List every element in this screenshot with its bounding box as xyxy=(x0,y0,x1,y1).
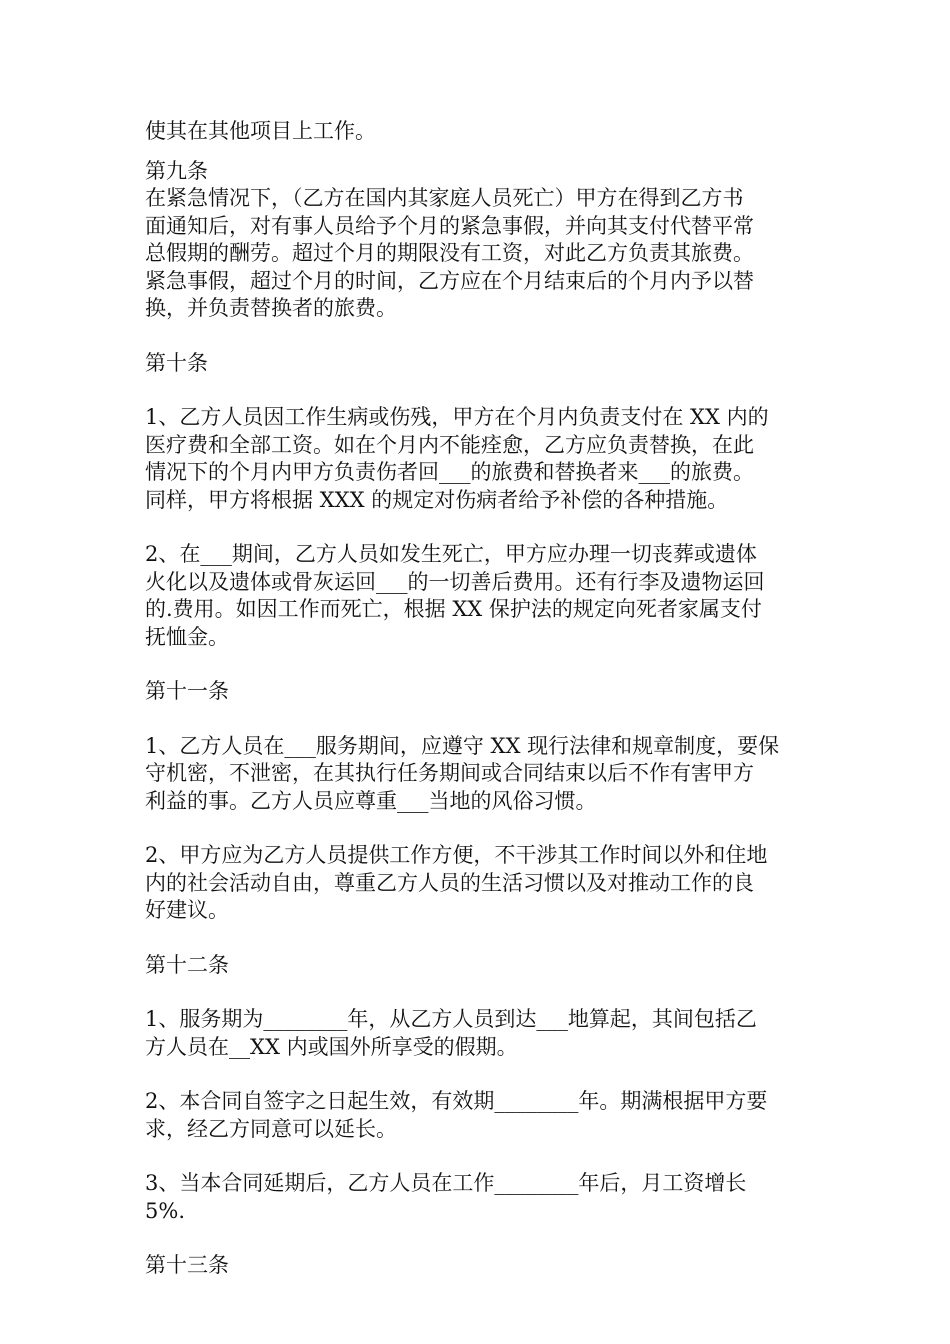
article-10-p2-line: 的.费用。如因工作而死亡，根据 XX 保护法的规定向死者家属支付 xyxy=(145,597,762,621)
article-9-line: 紧急事假，超过个月的时间，乙方应在个月结束后的个月内予以替 xyxy=(145,268,754,293)
article-12-heading: 第十二条 xyxy=(145,952,229,977)
article-10-p1-line: 同样，甲方将根据 XXX 的规定对伤病者给予补偿的各种措施。 xyxy=(145,487,729,512)
article-10-p1-line: 医疗费和全部工资。如在个月内不能痊愈，乙方应负责替换，在此 xyxy=(145,432,754,457)
article-9-line: 面通知后，对有事人员给予个月的紧急事假，并向其支付代替平常 xyxy=(145,213,754,238)
article-9-line: 在紧急情况下，（乙方在国内其家庭人员死亡）甲方在得到乙方书 xyxy=(145,186,744,210)
article-9-heading: 第九条 xyxy=(145,158,208,183)
article-12-p2-line: 2、本合同自签字之日起生效，有效期________年。期满根据甲方要 xyxy=(145,1089,768,1113)
article-12-p1-line: 1、服务期为________年，从乙方人员到达___地算起，其间包括乙 xyxy=(145,1007,757,1031)
article-12-p1-line: 方人员在__XX 内或国外所享受的假期。 xyxy=(145,1034,518,1059)
article-12-p3-line: 3、当本合同延期后，乙方人员在工作________年后，月工资增长 xyxy=(145,1171,747,1195)
article-11-p2-line: 内的社会活动自由，尊重乙方人员的生活习惯以及对推动工作的良 xyxy=(145,870,754,895)
article-10-p2-line: 2、在___期间，乙方人员如发生死亡，甲方应办理一切丧葬或遗体 xyxy=(145,542,757,566)
article-10-p2-line: 抚恤金。 xyxy=(145,624,229,649)
article-12-p2-line: 求，经乙方同意可以延长。 xyxy=(145,1116,397,1141)
article-10-p2-line: 火化以及遗体或骨灰运回___的一切善后费用。还有行李及遗物运回 xyxy=(145,569,765,594)
article-12-p3-line: 5%. xyxy=(145,1198,185,1223)
article-10-heading: 第十条 xyxy=(145,350,208,375)
document-page xyxy=(145,118,815,1280)
article-11-p1-line: 利益的事。乙方人员应尊重___当地的风俗习惯。 xyxy=(145,788,597,813)
article-11-p1-line: 1、乙方人员在___服务期间，应遵守 XX 现行法律和规章制度，要保 xyxy=(145,733,780,758)
article-10-p1-line: 情况下的个月内甲方负责伤者回___的旅费和替换者来___的旅费。 xyxy=(145,460,754,484)
article-11-p2-line: 2、甲方应为乙方人员提供工作方便，不干涉其工作时间以外和住地 xyxy=(145,843,768,867)
article-11-p1-line: 守机密，不泄密，在其执行任务期间或合同结束以后不作有害甲方 xyxy=(145,761,754,785)
article-13-heading: 第十三条 xyxy=(145,1253,229,1277)
article-11-p2-line: 好建议。 xyxy=(145,898,229,922)
article-9-line: 换，并负责替换者的旅费。 xyxy=(145,296,397,320)
article-10-p1-line: 1、乙方人员因工作生病或伤残，甲方在个月内负责支付在 XX 内的 xyxy=(145,405,769,429)
article-11-heading: 第十一条 xyxy=(145,679,229,703)
intro-line: 使其在其他项目上工作。 xyxy=(145,119,376,143)
article-9-line: 总假期的酬劳。超过个月的期限没有工资，对此乙方负责其旅费。 xyxy=(145,241,754,265)
